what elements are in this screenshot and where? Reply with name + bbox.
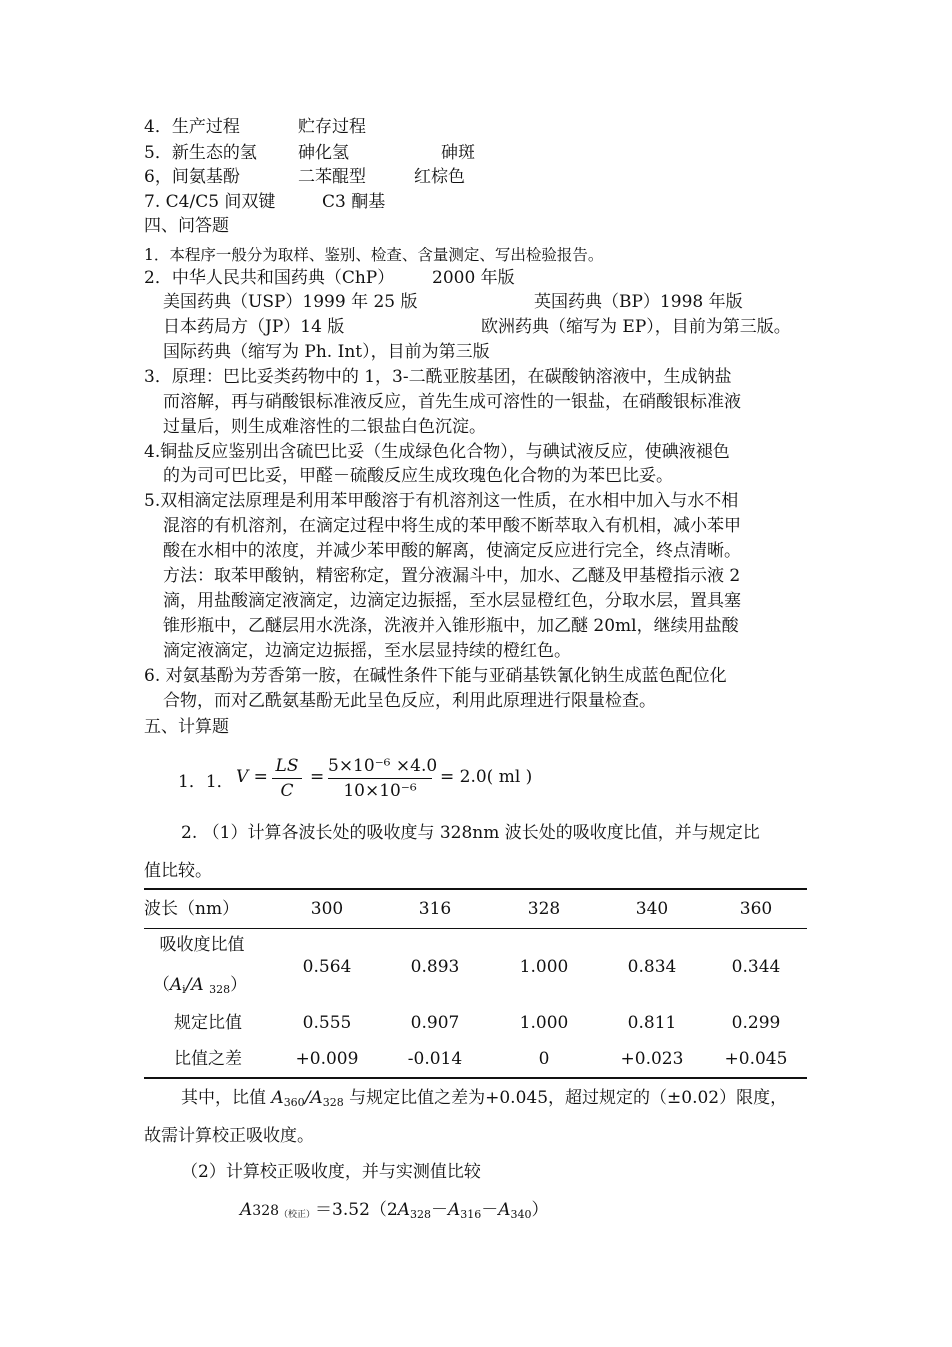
- paren: （: [152, 975, 170, 995]
- text: －: [481, 1200, 499, 1220]
- calc2-intro-line-1: 2. （1）计算各波长处的吸收度与 328nm 波长处的吸收度比值，并与规定比: [181, 823, 760, 843]
- subscript: 328: [322, 1096, 344, 1109]
- row-label-spec: 规定比值: [174, 1013, 242, 1033]
- qa-answer-3-line-3: 过量后，则生成难溶性的二银盐白色沉淀。: [163, 417, 486, 437]
- qa-answer-6-line-2: 合物，而对乙酰氨基酚无此呈色反应，利用此原理进行限量检查。: [163, 691, 656, 711]
- table-header-cell: 300: [310, 899, 344, 919]
- subscript: 328: [252, 1203, 280, 1219]
- qa-answer-5-line-1: 5.双相滴定法原理是利用苯甲酸溶于有机溶剂这一性质，在水相中加入与水不相: [144, 491, 739, 511]
- qa-answer-5-line-6: 锥形瓶中，乙醚层用水洗涤，洗液并入锥形瓶中，加乙醚 20ml，继续用盐酸: [163, 616, 739, 636]
- fraction-bar: [272, 778, 302, 779]
- table-top-rule: [144, 888, 807, 890]
- qa-answer-5-line-2: 混溶的有机溶剂，在滴定过程中将生成的苯甲酸不断萃取入有机相，减小苯甲: [163, 516, 741, 536]
- table-header-cell: 波长（nm）: [144, 899, 240, 919]
- qa-answer-2-line-4: 国际药典（缩写为 Ph. Int），目前为第三版: [163, 342, 490, 362]
- equals-sign: =: [310, 767, 325, 787]
- numerator: 5×10⁻⁶ ×4.0: [328, 756, 438, 776]
- answer-6: [144, 166, 465, 188]
- text: 与规定比值之差为+0.045，超过规定的（±0.02）限度，: [343, 1088, 788, 1108]
- table-cell: 0.299: [731, 1013, 781, 1033]
- text: A: [169, 975, 183, 995]
- text: 日本药局方（JP）14 版: [163, 317, 345, 337]
- table-cell: 0.564: [302, 957, 352, 977]
- table-header-rule: [144, 928, 807, 929]
- text: 其中，比值: [181, 1088, 272, 1108]
- subscript: 328: [209, 983, 231, 996]
- paren: ）: [230, 975, 248, 995]
- answer-item: 砷斑: [441, 143, 475, 163]
- qa-answer-2-line-2: [163, 291, 743, 313]
- text: 英国药典（BP）1998 年版: [534, 292, 743, 312]
- fraction-ls-over-c: [272, 755, 302, 802]
- table-header-cell: 328: [527, 899, 561, 919]
- subscript: 360: [283, 1096, 305, 1109]
- denominator: C: [280, 781, 294, 801]
- qa-answer-3-line-2: 而溶解，再与硝酸银标准液反应，首先生成可溶性的一银盐，在硝酸银标准液: [163, 392, 741, 412]
- table-header-cell: 360: [739, 899, 773, 919]
- formula-volume: [178, 752, 538, 808]
- answer-number: 5．: [144, 143, 172, 163]
- table-cell: +0.045: [724, 1049, 788, 1069]
- answer-7: [144, 191, 386, 213]
- text: 2．中华人民共和国药典（ChP）: [144, 268, 395, 288]
- answer-5: [144, 142, 475, 164]
- qa-answer-5-line-3: 酸在水相中的浓度，并减少苯甲酸的解离，使滴定反应进行完全，终点清晰。: [163, 541, 741, 561]
- section-title-qa: 四、问答题: [144, 216, 229, 236]
- qa-answer-5-line-4: 方法：取苯甲酸钠，精密称定，置分液漏斗中，加水、乙醚及甲基橙指示液 2: [163, 566, 741, 586]
- text: A: [397, 1200, 410, 1220]
- qa-answer-2-line-3: [163, 316, 791, 338]
- qa-answer-5-line-7: 滴定液滴定，边滴定边振摇，至水层显持续的橙红色。: [163, 641, 571, 661]
- row-label-ratio-formula: [152, 974, 248, 1001]
- text: A: [271, 1088, 284, 1108]
- numerator: LS: [275, 756, 299, 776]
- text: ＝3.52（2: [315, 1200, 398, 1220]
- table-cell: +0.009: [295, 1049, 359, 1069]
- answer-item: 新生态的氢: [171, 143, 257, 163]
- text: /: [304, 1088, 311, 1108]
- formula-result: = 2.0( ml ): [440, 767, 533, 787]
- after-table-line-2: 故需计算校正吸收度。: [144, 1126, 314, 1146]
- qa-answer-2-line-1: [144, 267, 515, 289]
- qa-answer-1: 1．本程序一般分为取样、鉴别、检查、含量测定、写出检验报告。: [144, 246, 604, 264]
- fraction-bar: [328, 778, 432, 779]
- table-cell: 0.907: [410, 1013, 460, 1033]
- formula-prefix: 1．1．: [178, 772, 234, 792]
- text: 2000 年版: [432, 268, 515, 288]
- subscript: （校正）: [279, 1210, 316, 1220]
- answer-item: C4/C5 间双键: [165, 192, 276, 212]
- qa-answer-4-line-2: 的为司可巴比妥，甲醛－硫酸反应生成玫瑰色化合物的为苯巴比妥。: [163, 466, 673, 486]
- table-header-cell: 316: [418, 899, 452, 919]
- calc2-intro-line-2: 值比较。: [144, 861, 212, 881]
- text: －: [430, 1200, 448, 1220]
- answer-number: 7.: [144, 192, 161, 212]
- answer-item: C3 酮基: [322, 192, 386, 212]
- answer-item: 间氨基酚: [171, 167, 240, 187]
- qa-answer-5-line-5: 滴，用盐酸滴定液滴定，边滴定边振摇，至水层显橙红色，分取水层，置具塞: [163, 591, 741, 611]
- table-cell: 1.000: [519, 1013, 569, 1033]
- table-cell: 0.834: [627, 957, 677, 977]
- subscript: 328: [409, 1208, 431, 1221]
- table-cell: +0.023: [620, 1049, 684, 1069]
- table-cell: 0.555: [302, 1013, 352, 1033]
- table-header-cell: 340: [635, 899, 669, 919]
- answer-item: 生产过程: [171, 117, 240, 137]
- table-cell: 0.893: [410, 957, 460, 977]
- answer-item: 贮存过程: [298, 117, 366, 137]
- answer-item: 红棕色: [414, 167, 465, 187]
- text: A: [310, 1088, 323, 1108]
- qa-answer-4-line-1: 4.铜盐反应鉴别出含硫巴比妥（生成绿色化合物），与碘试液反应，使碘液褪色: [144, 442, 730, 462]
- qa-answer-6-line-1: 6. 对氨基酚为芳香第一胺，在碱性条件下能与亚硝基铁氰化钠生成蓝色配位化: [144, 666, 727, 686]
- answer-item: 二苯醌型: [298, 167, 366, 187]
- text: /A: [185, 975, 204, 995]
- fraction-values: [328, 755, 438, 802]
- table-cell: -0.014: [407, 1049, 463, 1069]
- text: A: [447, 1200, 461, 1220]
- corrected-absorbance-formula: [240, 1199, 549, 1226]
- qa-answer-3-line-1: 3．原理：巴比妥类药物中的 1，3-二酰亚胺基团，在碳酸钠溶液中，生成钠盐: [144, 367, 732, 387]
- subscript: 340: [510, 1208, 532, 1221]
- text: A: [240, 1200, 253, 1220]
- table-cell: 1.000: [519, 957, 569, 977]
- absorbance-ratio-table: [144, 888, 807, 1080]
- subscript: 316: [460, 1208, 482, 1221]
- answer-item: 砷化氢: [298, 143, 349, 163]
- table-cell: 0.344: [731, 957, 781, 977]
- row-label-diff: 比值之差: [174, 1049, 242, 1069]
- text: 美国药典（USP）1999 年 25 版: [163, 292, 418, 312]
- formula-lhs: V =: [236, 767, 268, 787]
- after-table-line-3: （2）计算校正吸收度，并与实测值比较: [181, 1162, 481, 1182]
- table-cell: 0.811: [627, 1013, 677, 1033]
- answer-number: 6，: [144, 167, 172, 187]
- row-label-ratio: 吸收度比值: [159, 935, 245, 955]
- answer-4: [144, 116, 366, 138]
- text: 欧洲药典（缩写为 EP），目前为第三版。: [481, 317, 791, 337]
- after-table-line-1: [181, 1087, 787, 1114]
- table-bottom-rule: [144, 1077, 807, 1079]
- subscript: i: [182, 983, 186, 996]
- section-title-calc: 五、计算题: [144, 717, 229, 737]
- denominator: 10×10⁻⁶: [343, 781, 417, 801]
- answer-number: 4．: [144, 117, 172, 137]
- text: ）: [531, 1200, 549, 1220]
- table-cell: 0: [538, 1049, 550, 1069]
- text: A: [498, 1200, 511, 1220]
